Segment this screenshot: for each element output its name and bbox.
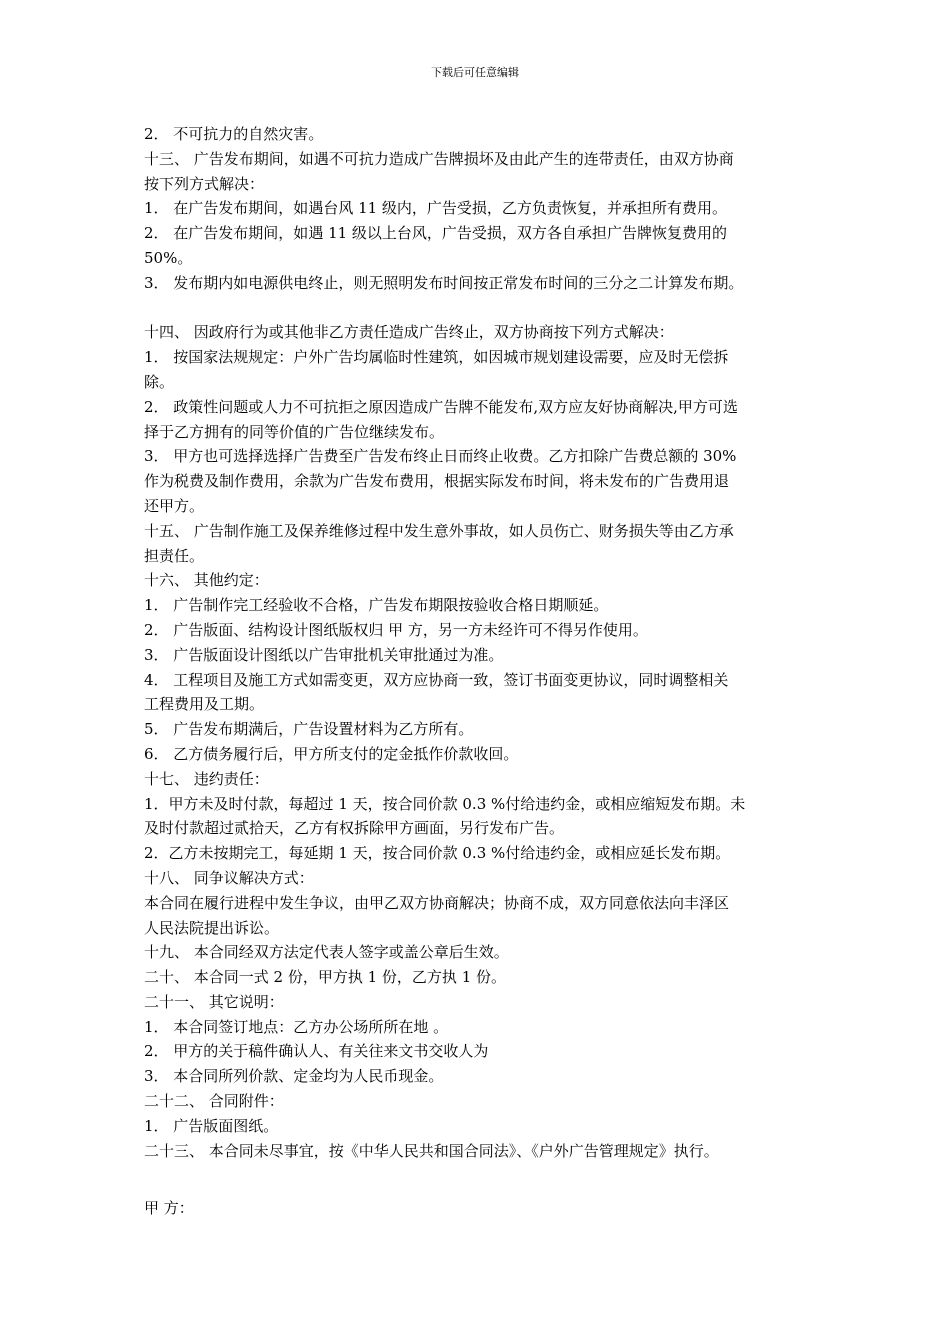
contract-line: 1． 广告制作完工经验收不合格，广告发布期限按验收合格日期顺延。 — [144, 596, 609, 615]
contract-line: 十七、 违约责任： — [144, 769, 269, 788]
contract-line: 3． 发布期内如电源供电终止，则无照明发布时间按正常发布时间的三分之二计算发布期。 — [144, 273, 744, 292]
contract-line: 2． 政策性问题或人力不可抗拒之原因造成广告牌不能发布,双方应友好协商解决,甲方可选 — [144, 397, 738, 416]
contract-line: 1． 广告版面图纸。 — [144, 1116, 279, 1135]
party-a-signature-label: 甲 方： — [144, 1199, 194, 1217]
contract-line: 3． 本合同所列价款、定金均为人民币现金。 — [144, 1067, 444, 1086]
contract-line: 50%。 — [144, 248, 193, 267]
contract-line: 人民法院提出诉讼。 — [144, 918, 280, 937]
contract-line: 二十三、 本合同未尽事宜，按《中华人民共和国合同法》、《户外广告管理规定》执行。 — [144, 1141, 719, 1160]
contract-line: 十六、 其他约定： — [144, 571, 269, 590]
blank-line — [144, 296, 824, 321]
contract-line: 本合同在履行进程中发生争议，由甲乙双方协商解决；协商不成，双方同意依法向丰泽区 — [144, 893, 730, 912]
contract-line: 1． 在广告发布期间，如遇台风 11 级内，广告受损，乙方负责恢复，并承担所有费用。 — [144, 199, 727, 218]
contract-line: 二十、 本合同一式 2 份，甲方执 1 份，乙方执 1 份。 — [144, 968, 507, 987]
contract-line: 十四、 因政府行为或其他非乙方责任造成广告终止，双方协商按下列方式解决： — [144, 323, 674, 342]
contract-line: 除。 — [144, 372, 175, 391]
contract-line: 二十一、 其它说明： — [144, 992, 284, 1011]
contract-line: 1．甲方未及时付款，每超过 1 天，按合同价款 0.3 %付给违约金，或相应缩短发布期。未 — [144, 794, 746, 813]
contract-line: 十八、 同争议解决方式： — [144, 868, 314, 887]
contract-line: 作为税费及制作费用，余款为广告发布费用，根据实际发布时间，将未发布的广告费用退 — [144, 472, 730, 491]
contract-line: 2．乙方未按期完工，每延期 1 天，按合同价款 0.3 %付给违约金，或相应延长发布期。 — [144, 844, 731, 863]
contract-line: 3． 广告版面设计图纸以广告审批机关审批通过为准。 — [144, 645, 504, 664]
contract-line: 5． 广告发布期满后，广告设置材料为乙方所有。 — [144, 720, 474, 739]
contract-line: 十三、 广告发布期间，如遇不可抗力造成广告牌损坏及由此产生的连带责任，由双方协商 — [144, 149, 734, 168]
page-header: 下载后可任意编辑 — [431, 66, 519, 79]
contract-line: 1． 按国家法规规定：户外广告均属临时性建筑，如因城市规划建设需要，应及时无偿拆 — [144, 348, 729, 367]
contract-line: 工程费用及工期。 — [144, 695, 265, 714]
contract-line: 二十二、 合同附件： — [144, 1092, 284, 1111]
contract-line: 十五、 广告制作施工及保养维修过程中发生意外事故，如人员伤亡、财务损失等由乙方承 — [144, 521, 734, 540]
contract-line: 3． 甲方也可选择选择广告费至广告发布终止日而终止收费。乙方扣除广告费总额的 30% — [144, 447, 737, 466]
contract-line: 担责任。 — [144, 546, 205, 565]
contract-line: 2． 广告版面、结构设计图纸版权归 甲 方，另一方未经许可不得另作使用。 — [144, 620, 648, 639]
contract-line: 还甲方。 — [144, 496, 205, 515]
contract-line: 及时付款超过贰拾天，乙方有权拆除甲方画面，另行发布广告。 — [144, 819, 565, 838]
contract-line: 1． 本合同签订地点：乙方办公场所所在地 。 — [144, 1017, 449, 1036]
contract-line: 2． 甲方的关于稿件确认人、有关往来文书交收人为 — [144, 1042, 489, 1061]
contract-line: 按下列方式解决： — [144, 174, 265, 193]
contract-line: 十九、 本合同经双方法定代表人签字或盖公章后生效。 — [144, 943, 509, 962]
contract-line: 2． 在广告发布期间，如遇 11 级以上台风，广告受损，双方各自承担广告牌恢复费用的 — [144, 224, 727, 243]
contract-line: 择于乙方拥有的同等价值的广告位继续发布。 — [144, 422, 445, 441]
contract-line: 4． 工程项目及施工方式如需变更，双方应协商一致，签订书面变更协议，同时调整相关 — [144, 670, 729, 689]
contract-line: 2． 不可抗力的自然灾害。 — [144, 125, 324, 143]
contract-body — [144, 122, 824, 1163]
contract-line: 6． 乙方债务履行后，甲方所支付的定金抵作价款收回。 — [144, 744, 519, 763]
